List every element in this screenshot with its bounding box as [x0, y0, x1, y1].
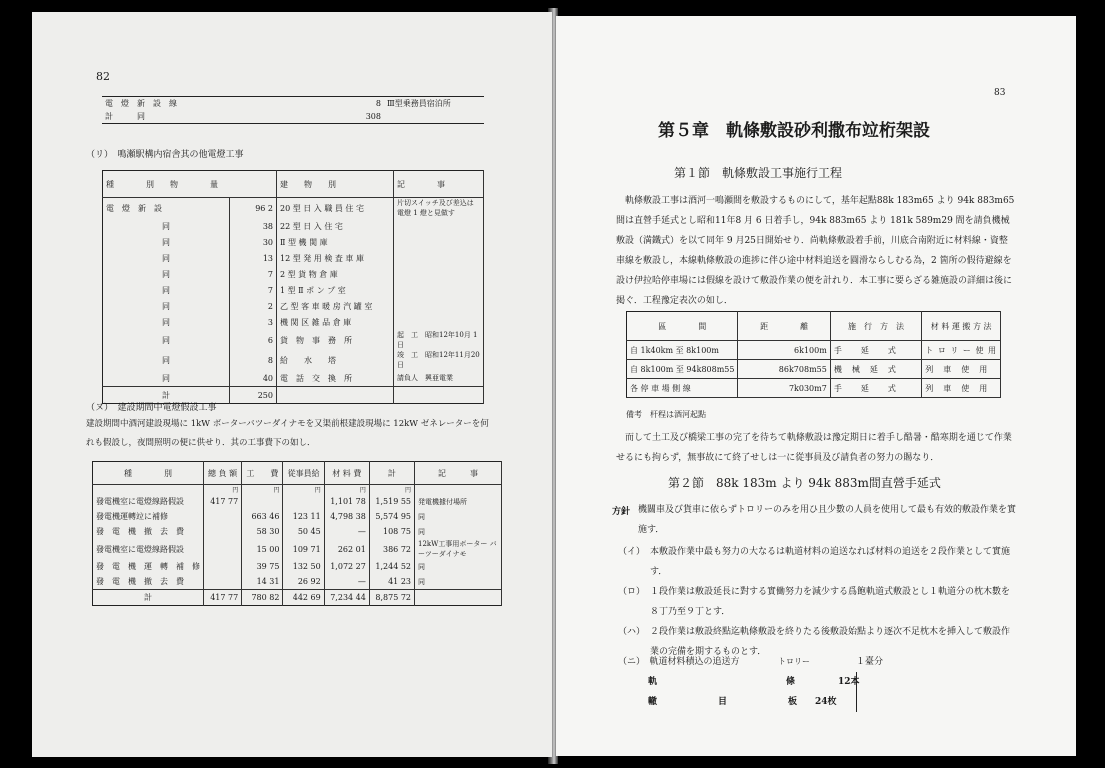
- item-text: 本敷設作業中最も努力の大なるは軌道材料の追送なれば材料の追送を２段作業として實施す．: [650, 547, 1011, 577]
- quantity-cell: 96 2: [230, 198, 277, 219]
- type-cell: 發電機運轉竝に補修: [93, 509, 204, 524]
- electric-light-table: [102, 170, 484, 404]
- page-number: 83: [994, 88, 1006, 98]
- amount-cell: 109 71: [283, 539, 324, 559]
- type-cell: 同: [103, 298, 230, 314]
- note-cell: [394, 218, 484, 234]
- amount-cell: 663 46: [242, 509, 283, 524]
- type-cell: 發 電 機 撤 去 費: [93, 574, 204, 590]
- table-row: [93, 524, 502, 539]
- type-cell: 同: [103, 218, 230, 234]
- amount-cell: 14 31: [242, 574, 283, 590]
- amount-cell: [204, 539, 242, 559]
- quantity-cell: 7: [230, 266, 277, 282]
- table-row: [93, 559, 502, 574]
- amount-cell: 262 01: [324, 539, 369, 559]
- load-name: 軌: [648, 677, 658, 687]
- item-mark: （イ）: [618, 547, 646, 557]
- table-header: 種 別 物 量 建 物 別 記 事: [103, 171, 484, 198]
- table-row: [103, 298, 484, 314]
- table-row: [93, 509, 502, 524]
- section-title: 第２節 88k 183m より 94k 883m間直營手延式: [668, 476, 941, 490]
- amount-cell: —: [324, 574, 369, 590]
- section-cell: 自 8k100m 至 94k808m55: [627, 360, 738, 379]
- type-cell: 同: [103, 282, 230, 298]
- table-row: [627, 379, 1001, 398]
- type-cell: 同: [103, 350, 230, 370]
- numbered-items: [618, 542, 1018, 662]
- chapter-title: 第５章 軌條敷設砂利撒布竝桁架設: [658, 121, 930, 141]
- type-cell: 同: [103, 266, 230, 282]
- item-text: ２段作業は敷設終點迄軌條敷設を終りたる後敷設始點より逐次不足枕木を挿入して敷設作業の完備を期するものとす．: [650, 627, 1011, 657]
- note-cell: 請負人 興亜電業: [394, 370, 484, 387]
- load-kind: 目: [718, 697, 728, 707]
- table-row: 電 燈 新 設 線 8 Ⅲ型乗務員宿泊所: [105, 99, 451, 108]
- table-note: 備考 杆程は酒河起點: [626, 410, 706, 419]
- item-ni-value: １臺分: [856, 657, 884, 667]
- note-cell: [394, 266, 484, 282]
- schedule-table: [626, 311, 1001, 398]
- quantity-cell: 8: [230, 350, 277, 370]
- paragraph: 而して土工及び橋梁工事の完了を待ちて軌條敷設は豫定期日に着手し酷暑・酷寒期を通じて作業せるにも拘らず，無事故にて終了せしは一に從事員及び請負者の努力の賜なり．: [616, 433, 1012, 463]
- amount-cell: 4,798 38: [324, 509, 369, 524]
- building-cell: 12 型 発 用 検 査 車 庫: [277, 250, 394, 266]
- section-heading: （リ） 鳴瀬駅構内宿舎其の他電燈工事: [86, 150, 244, 160]
- type-cell: 發電機室に電燈線路假設: [93, 494, 204, 509]
- quantity-cell: 13: [230, 250, 277, 266]
- note-cell: [394, 282, 484, 298]
- note-cell: 12kW工事用ボーター バーツーダイナモ: [415, 539, 502, 559]
- amount-cell: 417 77: [204, 494, 242, 509]
- top-table: [102, 96, 484, 124]
- section-cell: 自 1k40km 至 8k100m: [627, 341, 738, 360]
- load-name: 轍: [648, 697, 658, 707]
- amount-cell: [242, 494, 283, 509]
- amount-cell: [204, 559, 242, 574]
- right-page: [556, 16, 1076, 756]
- load-qty: 12本: [838, 677, 860, 687]
- type-cell: 發電機室に電燈線路假設: [93, 539, 204, 559]
- table-row: [93, 574, 502, 590]
- cost-table: [92, 461, 502, 606]
- brace-line: [856, 672, 859, 712]
- building-cell: 22 型 日 入 住 宅: [277, 218, 394, 234]
- note-cell: 発電機據付場所: [415, 494, 502, 509]
- item-text: １段作業は敷設延長に對する實働努力を減少する爲飽軌道式敷設とし１軌道分の枕木數を８丁乃至９丁とす．: [650, 587, 1011, 617]
- section-cell: 各 停 車 場 側 線: [627, 379, 738, 398]
- distance-cell: 7k030m7: [738, 379, 830, 398]
- type-cell: 同: [103, 330, 230, 350]
- note-cell: 同: [415, 524, 502, 539]
- item-ni-label: （ニ） 軌道材料積込の追送方: [618, 657, 740, 667]
- quantity-cell: 40: [230, 370, 277, 387]
- list-item: [618, 542, 1018, 582]
- paragraph: 建設期間中酒河建設現場に 1kW ボーターバツーダイナモを又渠前根建設現場に 12kW ゼネレーターを何れも假設し，夜間照明の便に供せり．其の工事費下の如し．: [86, 419, 489, 448]
- amount-cell: [204, 509, 242, 524]
- item-mark: （ハ）: [618, 627, 646, 637]
- amount-cell: 1,244 52: [369, 559, 414, 574]
- page-number: 82: [96, 70, 110, 83]
- note-cell: 起 工 昭和12年10月 1 日: [394, 330, 484, 350]
- table-row: [103, 370, 484, 387]
- method-cell: 手 延 式: [830, 341, 921, 360]
- distance-cell: 86k708m55: [738, 360, 830, 379]
- amount-cell: 132 50: [283, 559, 324, 574]
- note-cell: 竣 工 昭和12年11月20日: [394, 350, 484, 370]
- units-row: 円 円 円 円 円: [93, 485, 502, 495]
- table-row: [627, 360, 1001, 379]
- note-cell: 片切スイッチ及び差込は電燈 1 燈と見做す: [394, 198, 484, 219]
- amount-cell: 39 75: [242, 559, 283, 574]
- amount-cell: 1,101 78: [324, 494, 369, 509]
- type-cell: 同: [103, 314, 230, 330]
- list-item: [618, 582, 1018, 622]
- building-cell: Ⅱ 型 機 関 庫: [277, 234, 394, 250]
- paragraph: 軌條敷設工事は酒河一鳴瀬間を敷設するものにして，基年起點88k 183m65 より 94k 883m65 間は直營手延式とし昭和11年8 月 6 日着手し，94k 883m65 より 181k 589m29 間を請負機械敷設（満鐵式）を以て同年 9 月25日開始せり．尚軌條敷設着手前，川底合南附近に材料線・資整車線を敷設し，本線軌條敷設の進捗に伴ひ途中材料追送を圓滑ならしむる為，2 箇所の假待避線を設け伊拉哈停車場には假線を設けて敷設作業の便を計れり．本工事に要らざる雑施設の詳細は後に掲ぐ．工程豫定表次の如し．: [616, 196, 1015, 306]
- note-cell: [394, 234, 484, 250]
- note-cell: 同: [415, 574, 502, 590]
- quantity-cell: 38: [230, 218, 277, 234]
- table-row: [103, 350, 484, 370]
- amount-cell: 50 45: [283, 524, 324, 539]
- quantity-cell: 30: [230, 234, 277, 250]
- item-mark: （ロ）: [618, 587, 646, 597]
- building-cell: 20 型 日 入 職 員 住 宅: [277, 198, 394, 219]
- amount-cell: 5,574 95: [369, 509, 414, 524]
- transport-cell: 列 車 使 用: [922, 379, 1001, 398]
- note-cell: 同: [415, 509, 502, 524]
- table-row: [103, 266, 484, 282]
- table-header: 區 間 距 離 施 行 方 法 材 料 運 搬 方 法: [627, 312, 1001, 341]
- building-cell: 乙 型 客 車 暖 房 汽 罐 室: [277, 298, 394, 314]
- transport-cell: ト ロ リ ー 使 用: [922, 341, 1001, 360]
- building-cell: 機 関 区 雑 品 倉 庫: [277, 314, 394, 330]
- left-page: [32, 12, 552, 757]
- policy-label: 方針: [612, 507, 631, 517]
- section-heading: （ヌ） 建設期間中電燈假設工事: [86, 403, 217, 413]
- table-row: 計 同 308: [105, 112, 381, 121]
- amount-cell: [204, 524, 242, 539]
- amount-cell: 386 72: [369, 539, 414, 559]
- section-title: 第１節 軌條敷設工事施行工程: [674, 166, 843, 180]
- type-cell: 發 電 機 運 轉 補 修: [93, 559, 204, 574]
- type-cell: 同: [103, 250, 230, 266]
- load-kind: 條: [786, 677, 796, 687]
- distance-cell: 6k100m: [738, 341, 830, 360]
- load-qty: 板 24枚: [788, 697, 837, 707]
- amount-cell: 1,072 27: [324, 559, 369, 574]
- type-cell: 電 燈 新 設: [103, 198, 230, 219]
- quantity-cell: 2: [230, 298, 277, 314]
- building-cell: 電 話 交 換 所: [277, 370, 394, 387]
- table-header: 種 別 總 負 額 工 費 從事員給 材 料 費 計 記 事: [93, 462, 502, 485]
- amount-cell: 26 92: [283, 574, 324, 590]
- transport-cell: 列 車 使 用: [922, 360, 1001, 379]
- building-cell: 2 型 貨 物 倉 庫: [277, 266, 394, 282]
- amount-cell: [204, 574, 242, 590]
- table-row: [103, 282, 484, 298]
- amount-cell: 108 75: [369, 524, 414, 539]
- table-row: [103, 250, 484, 266]
- amount-cell: 15 00: [242, 539, 283, 559]
- table-row: [93, 539, 502, 559]
- method-cell: 機 械 延 式: [830, 360, 921, 379]
- building-cell: 1 型 Ⅱ ポ ン プ 室: [277, 282, 394, 298]
- note-cell: [394, 250, 484, 266]
- note-cell: [394, 298, 484, 314]
- type-cell: 同: [103, 370, 230, 387]
- method-cell: 手 延 式: [830, 379, 921, 398]
- quantity-cell: 6: [230, 330, 277, 350]
- amount-cell: 58 30: [242, 524, 283, 539]
- type-cell: 同: [103, 234, 230, 250]
- policy-text: 機關車及び貨車に依らずトロリーのみを用ひ且少數の人員を使用して最も有效的敷設作業を實施す．: [638, 505, 1017, 535]
- building-cell: 給 水 塔: [277, 350, 394, 370]
- note-cell: 同: [415, 559, 502, 574]
- table-row: [103, 330, 484, 350]
- table-row: [103, 314, 484, 330]
- amount-cell: —: [324, 524, 369, 539]
- building-cell: 貨 物 事 務 所: [277, 330, 394, 350]
- table-row: [93, 494, 502, 509]
- amount-cell: 123 11: [283, 509, 324, 524]
- note-cell: [394, 314, 484, 330]
- quantity-cell: 7: [230, 282, 277, 298]
- amount-cell: [283, 494, 324, 509]
- table-row: [103, 234, 484, 250]
- table-total-row: 計 417 77 780 82 442 69 7,234 44 8,875 72: [93, 590, 502, 606]
- table-row: [103, 198, 484, 219]
- table-row: [627, 341, 1001, 360]
- amount-cell: 41 23: [369, 574, 414, 590]
- item-ni-unit: トロリー: [778, 657, 810, 666]
- amount-cell: 1,519 55: [369, 494, 414, 509]
- type-cell: 發 電 機 撤 去 費: [93, 524, 204, 539]
- table-total-row: 計 250: [103, 387, 484, 404]
- table-row: [103, 218, 484, 234]
- quantity-cell: 3: [230, 314, 277, 330]
